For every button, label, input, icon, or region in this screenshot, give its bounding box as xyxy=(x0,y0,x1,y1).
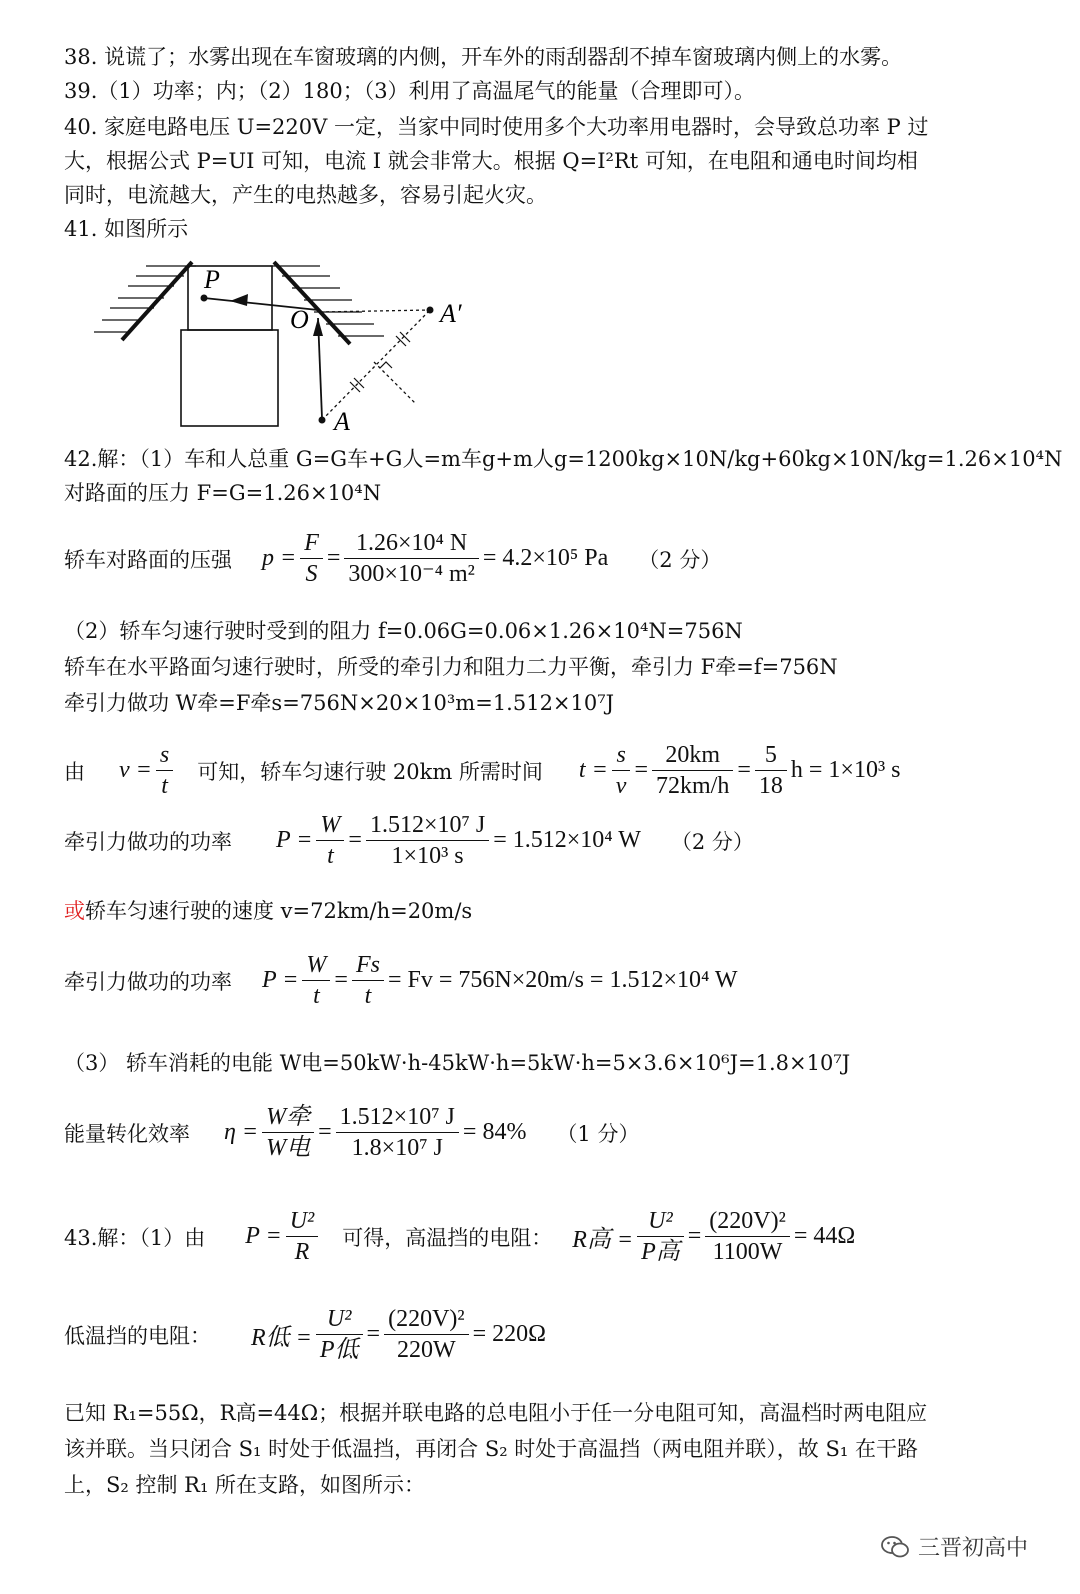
answer-42-2-line1: （2）轿车匀速行驶时受到的阻力 f=0.06G=0.06×1.26×10⁴N=756N xyxy=(64,619,743,643)
answer-39: 39.（1）功率；内；（2）180；（3）利用了高温尾气的能量（合理即可）。 xyxy=(64,79,756,103)
low-temp-resistance-equation: 低温挡的电阻： R低 = $\frac{\text{U²}}{\text{P低}}$ = $\frac{\text{(220V)²}}{220W}$ = 220Ω xyxy=(64,1306,546,1363)
watermark-text: 三晋初高中 xyxy=(917,1536,1028,1561)
pressure-equation: 轿车对路面的压强 p = $\frac{F}{S}$ = $\frac{\text{1.26×10⁴ N}}{\text{300×10⁻⁴ m²}}$ = 4.2×10⁵ Pa （2 分） xyxy=(64,530,722,587)
answer-38: 38. 说谎了；水雾出现在车窗玻璃的内侧，开车外的雨刮器刮不掉车窗玻璃内侧上的水雾。 xyxy=(64,45,903,69)
svg-text:O: O xyxy=(290,305,309,334)
wechat-icon xyxy=(880,1534,910,1560)
efficiency-equation: 能量转化效率 η = $\frac{\text{W牵}}{\text{W电}}$ = $\frac{\text{1.512×10⁷ J}}{\text{1.8×10⁷ J}}$ = 84% （1 分） xyxy=(64,1104,640,1161)
answer-40-line2: 大，根据公式 P=UI 可知，电流 I 就会非常大。根据 Q=I²Rt 可知，在电阻和通电时间均相 xyxy=(64,149,918,173)
time-equation: 由 v = $\frac{s}{t}$ 可知，轿车匀速行驶 20km 所需时间 t = $\frac{s}{v}$ = $\frac{20km}{72km/h}$ = $\frac{5}{18}$ h = 1×10³ s xyxy=(64,742,901,799)
high-temp-resistance-equation: 43.解：（1）由 P = $\frac{\text{U²}}{R}$ 可得，高温挡的电阻： R高 = $\frac{\text{U²}}{\text{P高}}$ = $\frac{\text{(220V)²}}{1100W}$ = 44Ω xyxy=(64,1208,856,1265)
answer-43-line2: 该并联。当只闭合 S₁ 时处于低温挡，再闭合 S₂ 时处于高温挡（两电阻并联），故 S₁ 在干路 xyxy=(64,1437,918,1461)
answer-40-line3: 同时，电流越大，产生的电热越多，容易引起火灾。 xyxy=(64,183,547,207)
answer-42-2-line3: 牵引力做功 W牵=F牵s=756N×20×10³m=1.512×10⁷J xyxy=(64,691,615,715)
answer-42-or: 或轿车匀速行驶的速度 v=72km/h=20m/s xyxy=(64,899,473,923)
answer-41: 41. 如图所示 xyxy=(64,217,189,241)
power-equation-alt: 牵引力做功的功率 P = $\frac{W}{t}$ = $\frac{Fs}{t}$ = Fv = 756N×20m/s = 1.512×10⁴ W xyxy=(64,952,738,1009)
svg-text:P: P xyxy=(204,265,220,294)
answer-43-line1: 已知 R₁=55Ω，R高=44Ω；根据并联电路的总电阻小于任一分电阻可知，高温档时两电阻应 xyxy=(64,1401,928,1425)
mirror-reflection-diagram xyxy=(84,252,484,437)
watermark xyxy=(880,1531,1028,1562)
svg-text:A′: A′ xyxy=(440,299,462,328)
answer-43-line3: 上，S₂ 控制 R₁ 所在支路，如图所示： xyxy=(64,1473,426,1497)
answer-42-2-line2: 轿车在水平路面匀速行驶时，所受的牵引力和阻力二力平衡，牵引力 F牵=f=756N xyxy=(64,655,838,679)
answer-40-line1: 40. 家庭电路电压 U=220V 一定，当家中同时使用多个大功率用电器时，会导致总功率 P 过 xyxy=(64,115,929,139)
answer-42-3: （3） 轿车消耗的电能 W电=50kW·h-45kW·h=5kW·h=5×3.6×10⁶J=1.8×10⁷J xyxy=(64,1051,851,1075)
answer-42-line1: 42.解：（1）车和人总重 G=G车+G人=m车g+m人g=1200kg×10N/kg+60kg×10N/kg=1.26×10⁴N xyxy=(64,447,1063,471)
answer-42-line2: 对路面的压力 F=G=1.26×10⁴N xyxy=(64,481,382,505)
svg-text:A: A xyxy=(334,407,350,436)
power-equation: 牵引力做功的功率 P = $\frac{W}{t}$ = $\frac{\text{1.512×10⁷ J}}{\text{1×10³ s}}$ = 1.512×10⁴ W （2 分） xyxy=(64,812,754,869)
